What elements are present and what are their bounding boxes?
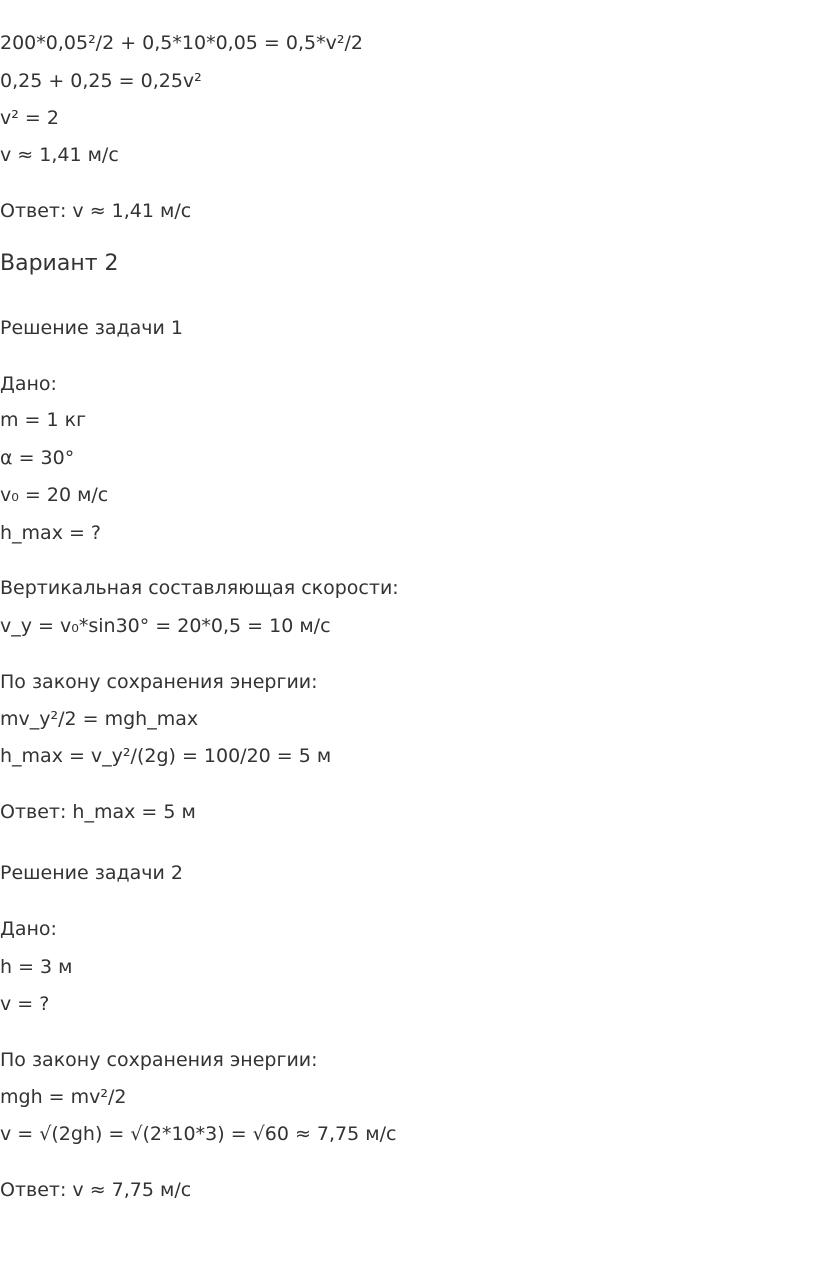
equation-line: h_max = v_y²/(2g) = 100/20 = 5 м [0, 745, 332, 767]
given-line: h_max = ? [0, 522, 102, 544]
answer-line: Ответ: v ≈ 7,75 м/с [0, 1179, 192, 1201]
given-line: m = 1 кг [0, 409, 87, 431]
text-line: По закону сохранения энергии: [0, 1049, 318, 1071]
given-line: v₀ = 20 м/с [0, 484, 109, 506]
equation-line: 0,25 + 0,25 = 0,25v² [0, 70, 202, 92]
equation-line: v ≈ 1,41 м/с [0, 144, 119, 166]
task-heading: Решение задачи 2 [0, 862, 183, 884]
text-line: По закону сохранения энергии: [0, 671, 318, 693]
equation-line: mgh = mv²/2 [0, 1086, 127, 1108]
equation-line: v_y = v₀*sin30° = 20*0,5 = 10 м/с [0, 615, 331, 637]
variant-heading: Вариант 2 [0, 251, 119, 276]
given-line: v = ? [0, 993, 50, 1015]
answer-line: Ответ: h_max = 5 м [0, 801, 196, 823]
equation-line: v² = 2 [0, 107, 59, 129]
given-label: Дано: [0, 373, 57, 395]
text-line: Вертикальная составляющая скорости: [0, 577, 399, 599]
task-heading: Решение задачи 1 [0, 317, 183, 339]
equation-line: 200*0,05²/2 + 0,5*10*0,05 = 0,5*v²/2 [0, 32, 363, 54]
given-label: Дано: [0, 918, 57, 940]
equation-line: mv_y²/2 = mgh_max [0, 708, 199, 730]
equation-line: v = √(2gh) = √(2*10*3) = √60 ≈ 7,75 м/с [0, 1123, 397, 1145]
answer-line: Ответ: v ≈ 1,41 м/с [0, 200, 192, 222]
given-line: α = 30° [0, 447, 75, 469]
given-line: h = 3 м [0, 956, 73, 978]
